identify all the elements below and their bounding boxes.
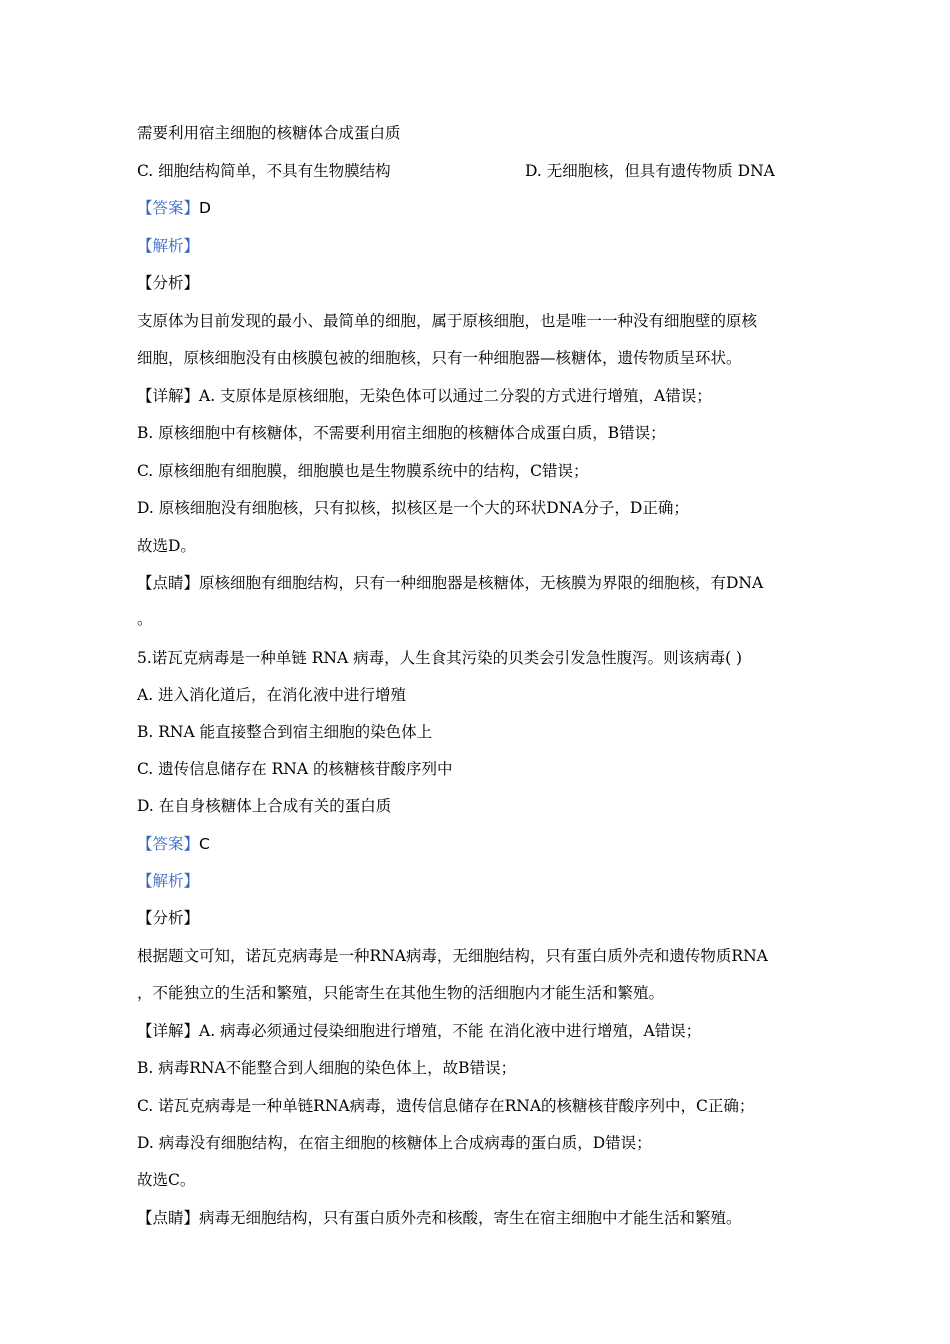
prev-fenxi-line2: 细胞，原核细胞没有由核膜包被的细胞核，只有一种细胞器—核糖体，遗传物质呈环状。 [137, 349, 742, 367]
prev-answer [137, 198, 211, 218]
q5-fenxi-label: 【分析】 [137, 909, 200, 927]
prev-detail-a: 【详解】A. 支原体是原核细胞，无染色体可以通过二分裂的方式进行增殖，A错误； [137, 387, 712, 405]
prev-detail-c: C. 原核细胞有细胞膜，细胞膜也是生物膜系统中的结构，C错误； [137, 462, 589, 480]
q5-option-b: B. RNA 能直接整合到宿主细胞的染色体上 [137, 723, 433, 741]
q5-fenxi-line1: 根据题文可知，诺瓦克病毒是一种RNA病毒，无细胞结构，只有蛋白质外壳和遗传物质RNA [137, 947, 768, 965]
prev-analysis-label: 【解析】 [137, 237, 200, 255]
answer-label: 【答案】 [137, 199, 200, 217]
q5-choose: 故选C。 [137, 1171, 196, 1189]
q5-detail-b: B. 病毒RNA不能整合到人细胞的染色体上，故B错误； [137, 1059, 517, 1077]
prev-option-d: D. 无细胞核，但具有遗传物质 DNA [525, 162, 775, 180]
prev-option-c: C. 细胞结构简单，不具有生物膜结构 [137, 162, 391, 180]
prev-comment-line1: 【点睛】原核细胞有细胞结构，只有一种细胞器是核糖体，无核膜为界限的细胞核，有DNA [137, 574, 764, 592]
answer-value: D [199, 199, 211, 217]
q5-analysis-label: 【解析】 [137, 872, 200, 890]
answer-label: 【答案】 [137, 835, 200, 853]
q5-detail-d: D. 病毒没有细胞结构，在宿主细胞的核糖体上合成病毒的蛋白质，D错误； [137, 1134, 652, 1152]
q5-fenxi-line2: ，不能独立的生活和繁殖，只能寄生在其他生物的活细胞内才能生活和繁殖。 [137, 984, 665, 1002]
prev-choose: 故选D。 [137, 537, 196, 555]
q5-detail-c: C. 诺瓦克病毒是一种单链RNA病毒，遗传信息储存在RNA的核糖核苷酸序列中，C正确； [137, 1097, 755, 1115]
prev-detail-d: D. 原核细胞没有细胞核，只有拟核，拟核区是一个大的环状DNA分子，D正确； [137, 499, 689, 517]
q5-detail-a: 【详解】A. 病毒必须通过侵染细胞进行增殖，不能 在消化液中进行增殖，A错误； [137, 1022, 702, 1040]
q5-answer [137, 834, 210, 854]
prev-fenxi-label: 【分析】 [137, 274, 200, 292]
q5-stem: 5.诺瓦克病毒是一种单链 RNA 病毒，人生食其污染的贝类会引发急性腹泻。则该病毒( ) [137, 649, 743, 667]
prev-comment-line2: 。 [137, 610, 153, 628]
prev-detail-b: B. 原核细胞中有核糖体，不需要利用宿主细胞的核糖体合成蛋白质，B错误； [137, 424, 666, 442]
q5-comment: 【点睛】病毒无细胞结构，只有蛋白质外壳和核酸，寄生在宿主细胞中才能生活和繁殖。 [137, 1209, 742, 1227]
q5-option-a: A. 进入消化道后，在消化液中进行增殖 [137, 686, 407, 704]
prev-options-cd-row [137, 161, 837, 181]
prev-fenxi-line1: 支原体为目前发现的最小、最简单的细胞，属于原核细胞，也是唯一一种没有细胞壁的原核 [137, 312, 758, 330]
prev-option-b-tail: 需要利用宿主细胞的核糖体合成蛋白质 [137, 124, 401, 142]
answer-value: C [199, 835, 210, 853]
q5-option-d: D. 在自身核糖体上合成有关的蛋白质 [137, 797, 392, 815]
q5-option-c: C. 遗传信息储存在 RNA 的核糖核苷酸序列中 [137, 760, 453, 778]
